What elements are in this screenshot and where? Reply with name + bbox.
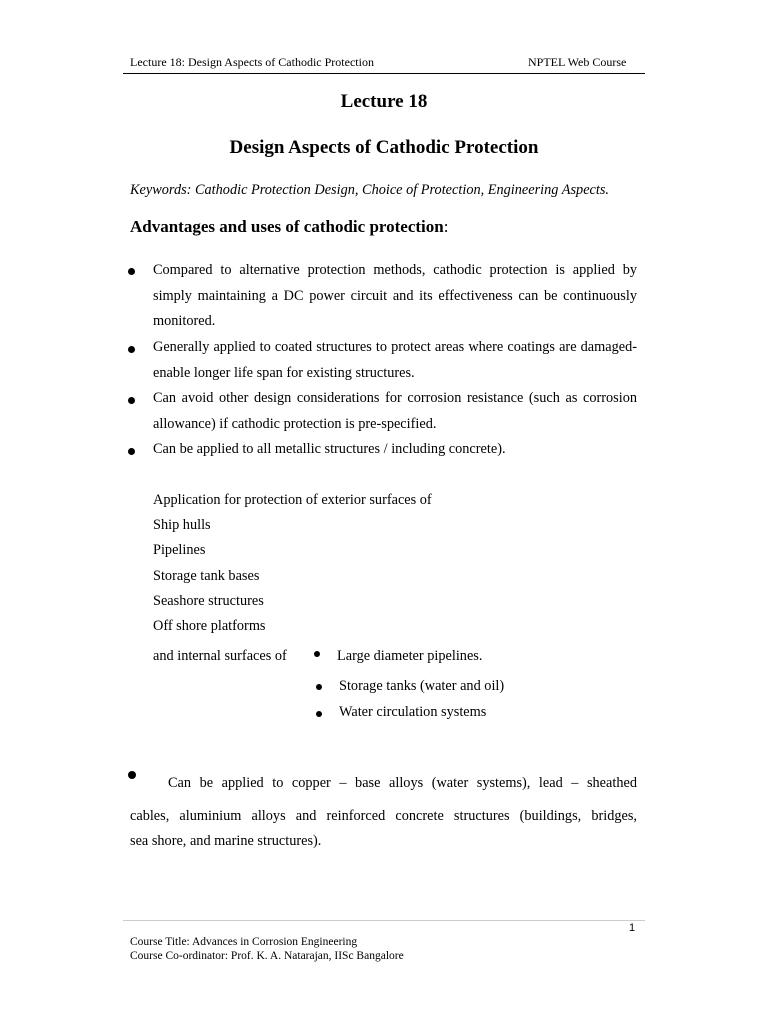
bullet-icon [316,711,322,717]
bullet-icon [128,448,135,455]
footer-course-title: Course Title: Advances in Corrosion Engineering [130,936,358,948]
internal-item-pipelines: Large diameter pipelines. [337,648,483,664]
exterior-item-offshore-platforms: Off shore platforms [153,618,266,634]
header-left-text: Lecture 18: Design Aspects of Cathodic Protection [130,55,374,69]
internal-item-storage-tanks: Storage tanks (water and oil) [339,678,505,694]
bullet-icon [128,268,135,275]
application-intro: Application for protection of exterior surfaces of [153,492,432,508]
exterior-item-ship-hulls: Ship hulls [153,517,211,533]
lecture-subject: Design Aspects of Cathodic Protection [229,137,539,158]
bullet-icon [128,346,135,353]
advantage-item-3: Can avoid other design considerations for corrosion resistance (such as corrosion allowance) if cathodic protection is pre-specified. [153,390,637,432]
keywords-line: Keywords: Cathodic Protection Design, Choice of Protection, Engineering Aspects. [130,182,610,198]
header-rule [123,73,645,74]
bullet-icon [314,651,320,657]
section-heading [130,217,448,237]
lecture-title: Lecture 18 [340,91,428,112]
final-bullet-line-1: Can be applied to copper – base alloys (water systems), lead – sheathed [168,775,637,791]
section-heading-text: Advantages and uses of cathodic protection [130,217,444,236]
advantage-item-4: Can be applied to all metallic structures / including concrete). [153,441,506,457]
footer-coordinator: Course Co-ordinator: Prof. K. A. Natarajan, IISc Bangalore [130,950,404,962]
internal-label: and internal surfaces of [153,648,287,664]
final-bullet-line-2: cables, aluminium alloys and reinforced concrete structures (buildings, bridges, [130,808,637,824]
header-right-text: NPTEL Web Course [528,55,627,69]
exterior-item-storage-tank-bases: Storage tank bases [153,568,260,584]
advantage-item-2: Generally applied to coated structures to protect areas where coatings are damaged-enable longer life span for existing structures. [153,339,637,381]
section-heading-colon: : [443,217,449,236]
bullet-icon [128,771,136,779]
final-bullet-line-3: sea shore, and marine structures). [130,833,322,849]
internal-item-water-circulation: Water circulation systems [339,704,487,720]
exterior-item-seashore-structures: Seashore structures [153,593,264,609]
footer-rule [123,920,645,921]
bullet-icon [316,684,322,690]
page-number: 1 [629,922,636,934]
exterior-item-pipelines: Pipelines [153,542,206,558]
bullet-icon [128,397,135,404]
advantage-item-1: Compared to alternative protection methods, cathodic protection is applied by simply maintaining a DC power circuit and its effectiveness can be continuously monitored. [153,262,637,329]
